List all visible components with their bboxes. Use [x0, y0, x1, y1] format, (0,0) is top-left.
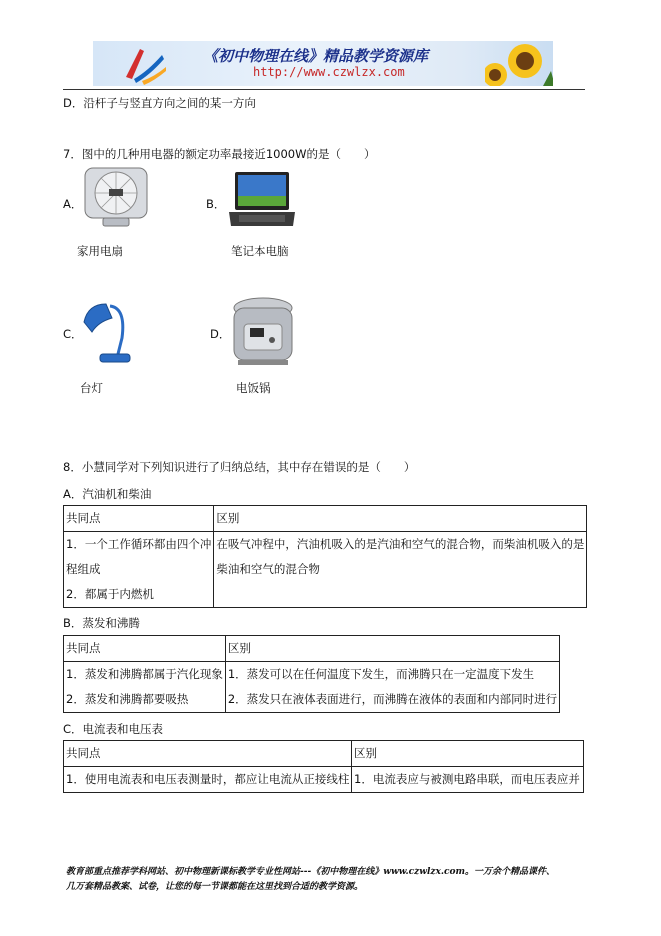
header-difference: 区别: [352, 741, 584, 767]
header-banner: [93, 41, 553, 86]
q8-c-title: C．电流表和电压表: [63, 722, 164, 736]
q8-stem: 8．小慧同学对下列知识进行了归纳总结，其中存在错误的是（ ）: [63, 460, 416, 474]
cell-line: 在吸气冲程中，汽油机吸入的是汽油和空气的混合物，而柴油机吸入的是: [216, 537, 585, 551]
cell-line: 1．蒸发可以在任何温度下发生，而沸腾只在一定温度下发生: [227, 667, 535, 681]
footer-line-2: 几万套精品教案、试卷，让您的每一节课都能在这里找到合适的教学资源。: [66, 882, 364, 892]
page-footer: [66, 865, 596, 895]
q8-a-title: A．汽油机和柴油: [63, 487, 152, 501]
table-row: [64, 767, 584, 793]
header-common: 共同点: [64, 636, 226, 662]
laptop-icon: [227, 170, 297, 230]
header-difference: 区别: [214, 506, 587, 532]
cell-line: 2．蒸发和沸腾都要吸热: [66, 692, 189, 706]
header-divider: [63, 89, 585, 90]
banner-title: 《初中物理在线》精品教学资源库: [203, 47, 429, 65]
table-header-row: [64, 506, 587, 532]
table-row: [64, 662, 560, 713]
q7-option-b-caption: 笔记本电脑: [231, 244, 289, 258]
q7-option-a-letter: A．: [63, 197, 83, 211]
q7-option-d-caption: 电饭锅: [236, 381, 271, 395]
q7-option-b-letter: B．: [206, 197, 226, 211]
cell-line: 1．一个工作循环都由四个冲: [66, 537, 212, 551]
q8-b-title: B．蒸发和沸腾: [63, 616, 140, 630]
cell-line: 柴油和空气的混合物: [216, 562, 320, 576]
logo-icon: [118, 41, 168, 86]
cell-common: [64, 662, 226, 713]
cell-common: 1．使用电流表和电压表测量时，都应让电流从正接线柱: [64, 767, 352, 793]
q7-option-d-letter: D．: [210, 327, 231, 341]
cell-line: 2．蒸发只在液体表面进行，而沸腾在液体的表面和内部同时进行: [227, 692, 558, 706]
table-header-row: [64, 741, 584, 767]
cell-difference: [214, 532, 587, 608]
header-common: 共同点: [64, 741, 352, 767]
table-row: [64, 532, 587, 608]
cell-difference: [225, 662, 559, 713]
footer-line-1: 教育部重点推荐学科网站、初中物理新课标教学专业性网站---《初中物理在线》www.czwlzx.com。一万余个精品课件、: [66, 867, 556, 877]
q6-option-d: D．沿杆子与竖直方向之间的某一方向: [63, 96, 256, 110]
fan-icon: [83, 166, 149, 228]
q7-stem: 7．图中的几种用电器的额定功率最接近1000W的是（ ）: [63, 147, 376, 161]
sunflower-icon: [485, 41, 553, 86]
q7-option-c-letter: C．: [63, 327, 83, 341]
rice-cooker-icon: [230, 296, 296, 368]
table-b: [63, 635, 560, 713]
cell-line: 2．都属于内燃机: [66, 587, 154, 601]
cell-line: 1．蒸发和沸腾都属于汽化现象: [66, 667, 223, 681]
header-difference: 区别: [225, 636, 559, 662]
cell-line: 程组成: [66, 562, 101, 576]
banner-url[interactable]: http://www.czwlzx.com: [253, 65, 405, 79]
desk-lamp-icon: [82, 298, 132, 368]
table-a: [63, 505, 587, 608]
q7-option-c-caption: 台灯: [80, 381, 103, 395]
header-common: 共同点: [64, 506, 214, 532]
cell-difference: 1．电流表应与被测电路串联，而电压表应并: [352, 767, 584, 793]
q7-option-a-caption: 家用电扇: [77, 244, 123, 258]
cell-common: [64, 532, 214, 608]
table-header-row: [64, 636, 560, 662]
table-c: [63, 740, 584, 793]
